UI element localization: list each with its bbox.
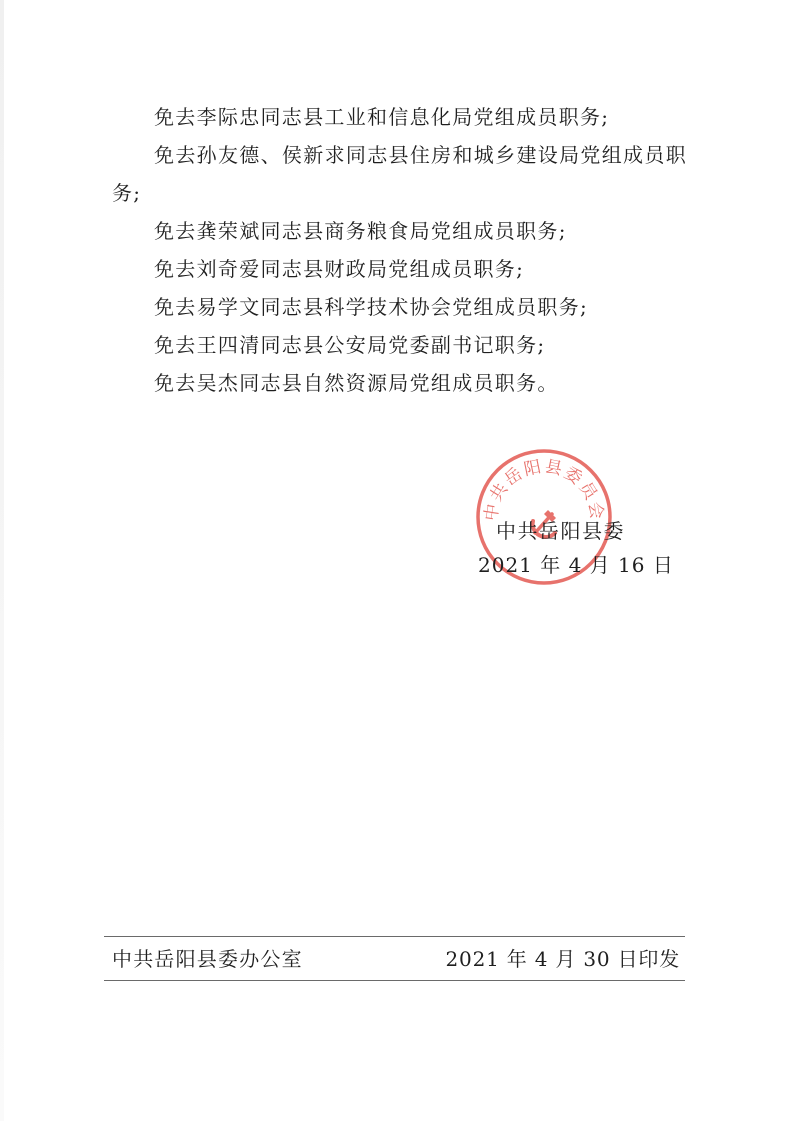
paragraph-3: 免去龚荣斌同志县商务粮食局党组成员职务; [154,219,567,243]
signing-date: 2021 年 4 月 16 日 [478,553,674,577]
issue-date: 2021 年 4 月 30 日印发 [445,947,680,971]
scan-edge [0,0,4,1121]
signature-block [478,514,674,582]
signing-organization: 中共岳阳县委 [496,519,625,543]
issuance-footer [112,940,680,978]
document-body [112,98,687,402]
paragraph-1: 免去李际忠同志县工业和信息化局党组成员职务; [154,105,610,129]
seal-text: 中共岳阳县委员会 [481,456,607,523]
footer-top-rule [104,936,685,937]
paragraph-4: 免去刘奇爱同志县财政局党组成员职务; [154,257,525,281]
footer-bottom-rule [104,980,685,981]
paragraph-5: 免去易学文同志县科学技术协会党组成员职务; [154,295,589,319]
paragraph-7: 免去吴杰同志县自然资源局党组成员职务。 [154,371,559,395]
paragraph-2: 免去孙友德、侯新求同志县住房和城乡建设局党组成员职务; [112,143,687,205]
paragraph-6: 免去王四清同志县公安局党委副书记职务; [154,333,546,357]
issuing-office: 中共岳阳县委办公室 [112,947,303,971]
